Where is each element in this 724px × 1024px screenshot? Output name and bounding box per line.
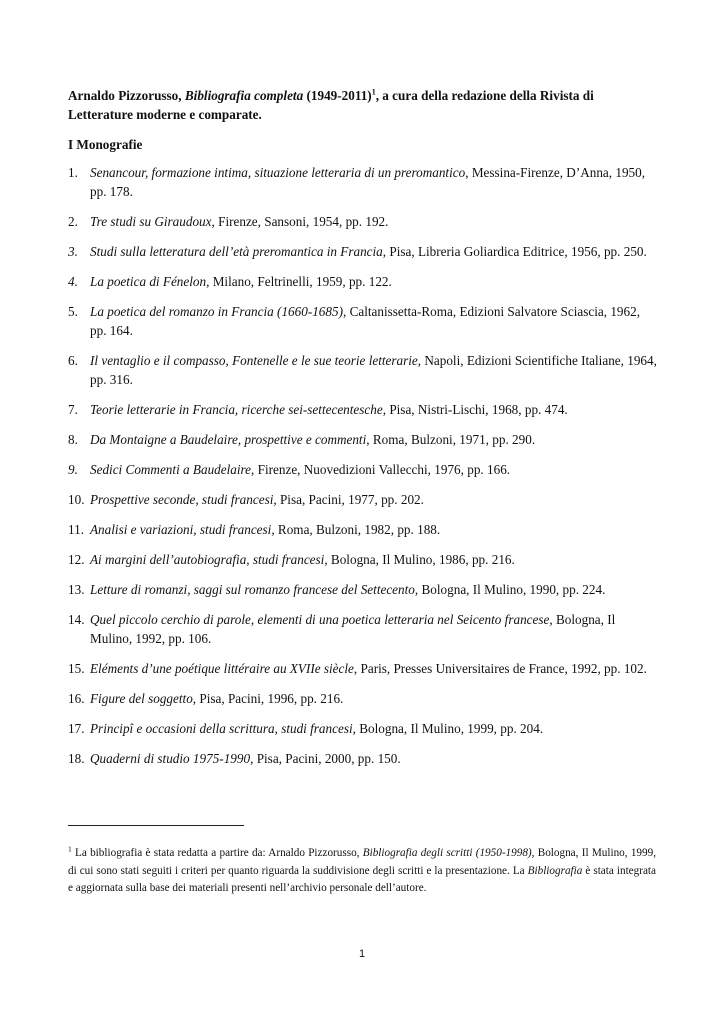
item-title: La poetica del romanzo in Francia (1660-1685) [90,304,343,319]
item-title: Da Montaigne a Baudelaire, prospettive e commenti [90,432,367,447]
item-title: La poetica di Fénelon [90,274,207,289]
footnote-italic-b: Bibliografia [527,864,583,877]
document-title [68,86,658,124]
item-title: Senancour, formazione intima, situazione letteraria di un preromantico [90,165,466,180]
item-number: 15. [68,661,85,676]
item-publication: , Roma, Bulzoni, 1971, pp. 290. [366,432,536,447]
footnote-divider [68,825,244,826]
item-number: 17. [68,721,85,736]
item-title: Teorie letterarie in Francia, ricerche sei-settecentesche [90,402,383,417]
item-number: 1. [68,165,78,180]
item-title: Studi sulla letteratura dell’età preromantica in Francia [90,244,383,259]
item-number: 11. [68,522,84,537]
page-number: 1 [358,948,366,960]
footnote-italic-a: Bibliografia degli scritti (1950-1998) [362,847,532,859]
item-number: 4. [68,274,78,289]
item-number: 6. [68,353,78,368]
item-publication: , Pisa, Libreria Goliardica Editrice, 1956, pp. 250. [382,244,647,259]
list-item [68,212,658,231]
item-publication: , Pisa, Pacini, 2000, pp. 150. [250,751,401,766]
list-item [68,302,658,340]
item-publication: , Bologna, Il Mulino, 1992, pp. 106. [90,612,616,646]
item-number: 8. [68,432,78,447]
section-heading: I Monografie [68,137,143,152]
item-publication: , Pisa, Pacini, 1996, pp. 216. [192,691,344,706]
item-publication: , Pisa, Pacini, 1977, pp. 202. [273,492,424,507]
title-years: (1949-2011) [303,88,372,103]
footnote-text-a: La bibliografia è stata redatta a partire da: Arnaldo Pizzorusso, [71,847,363,859]
list-item [68,719,658,738]
title-author: Arnaldo Pizzorusso, [68,88,185,103]
item-publication: , Bologna, Il Mulino, 1990, pp. 224. [414,582,606,597]
item-title: Il ventaglio e il compasso, Fontenelle e le sue teorie letterarie [90,353,418,368]
list-item [68,460,658,479]
item-title: Sedici Commenti a Baudelaire [90,462,252,477]
item-title: Eléments d’une poétique littéraire au XVIIe siècle [90,661,354,676]
item-publication: , Roma, Bulzoni, 1982, pp. 188. [271,522,441,537]
item-publication: , Bologna, Il Mulino, 1986, pp. 216. [324,552,515,567]
item-title: Figure del soggetto [90,691,193,706]
item-title: Quaderni di studio 1975-1990 [90,751,251,766]
item-title: Tre studi su Giraudoux [90,214,212,229]
title-rest: , a cura della redazione della Rivista di Letterature moderne e comparate. [68,88,594,122]
list-item [68,520,658,539]
item-number: 5. [68,304,78,319]
item-publication: , Napoli, Edizioni Scientifiche Italiane, 1964, pp. 316. [90,353,657,387]
item-title: Letture di romanzi, saggi sul romanzo francese del Settecento [90,582,415,597]
item-publication: , Bologna, Il Mulino, 1999, pp. 204. [352,721,544,736]
item-number: 14. [68,612,85,627]
item-publication: , Messina-Firenze, D’Anna, 1950, pp. 178. [90,165,646,199]
item-publication: , Firenze, Nuovedizioni Vallecchi, 1976, pp. 166. [251,462,511,477]
item-publication: , Caltanissetta-Roma, Edizioni Salvatore Sciascia, 1962, pp. 164. [90,304,640,338]
list-item [68,272,658,291]
item-number: 16. [68,691,85,706]
list-item [68,430,658,449]
title-work: Bibliografia completa [184,88,304,103]
list-item [68,550,658,569]
footnote-reference: 1 [371,87,376,97]
list-item [68,580,658,599]
item-number: 18. [68,751,85,766]
item-title: Quel piccolo cerchio di parole, elementi di una poetica letteraria nel Seicento francese [90,612,550,627]
list-item [68,400,658,419]
list-item [68,689,658,708]
list-item [68,749,658,768]
footnote [68,845,656,898]
list-item [68,610,658,648]
item-number: 13. [68,582,85,597]
list-item [68,242,658,261]
list-item [68,163,658,201]
item-publication: , Firenze, Sansoni, 1954, pp. 192. [211,214,389,229]
footnote-marker: 1 [68,844,72,854]
item-publication: , Milano, Feltrinelli, 1959, pp. 122. [206,274,392,289]
item-number: 2. [68,214,78,229]
bibliography-list [68,163,658,779]
footnote-text-b: , Bologna, Il Mulino, 1999, di cui sono stati seguiti i criteri per quanto riguarda la suddivisione degli scritti e la presentazione. La [68,847,657,877]
list-item [68,490,658,509]
item-number: 12. [68,552,85,567]
item-title: Principî e occasioni della scrittura, studi francesi [90,721,353,736]
list-item [68,659,658,678]
item-publication: , Pisa, Nistri-Lischi, 1968, pp. 474. [382,402,568,417]
footnote-text-c: è stata integrata e aggiornata sulla base dei materiali presenti nell’archivio personale dell’autore. [68,864,656,894]
item-number: 10. [68,492,85,507]
item-title: Analisi e variazioni, studi francesi [90,522,272,537]
item-number: 7. [68,402,78,417]
item-title: Prospettive seconde, studi francesi [90,492,274,507]
item-publication: , Paris, Presses Universitaires de France, 1992, pp. 102. [353,661,647,676]
item-number: 3. [68,244,78,259]
item-number: 9. [68,462,78,477]
list-item [68,351,658,389]
item-title: Ai margini dell’autobiografia, studi francesi [90,552,325,567]
